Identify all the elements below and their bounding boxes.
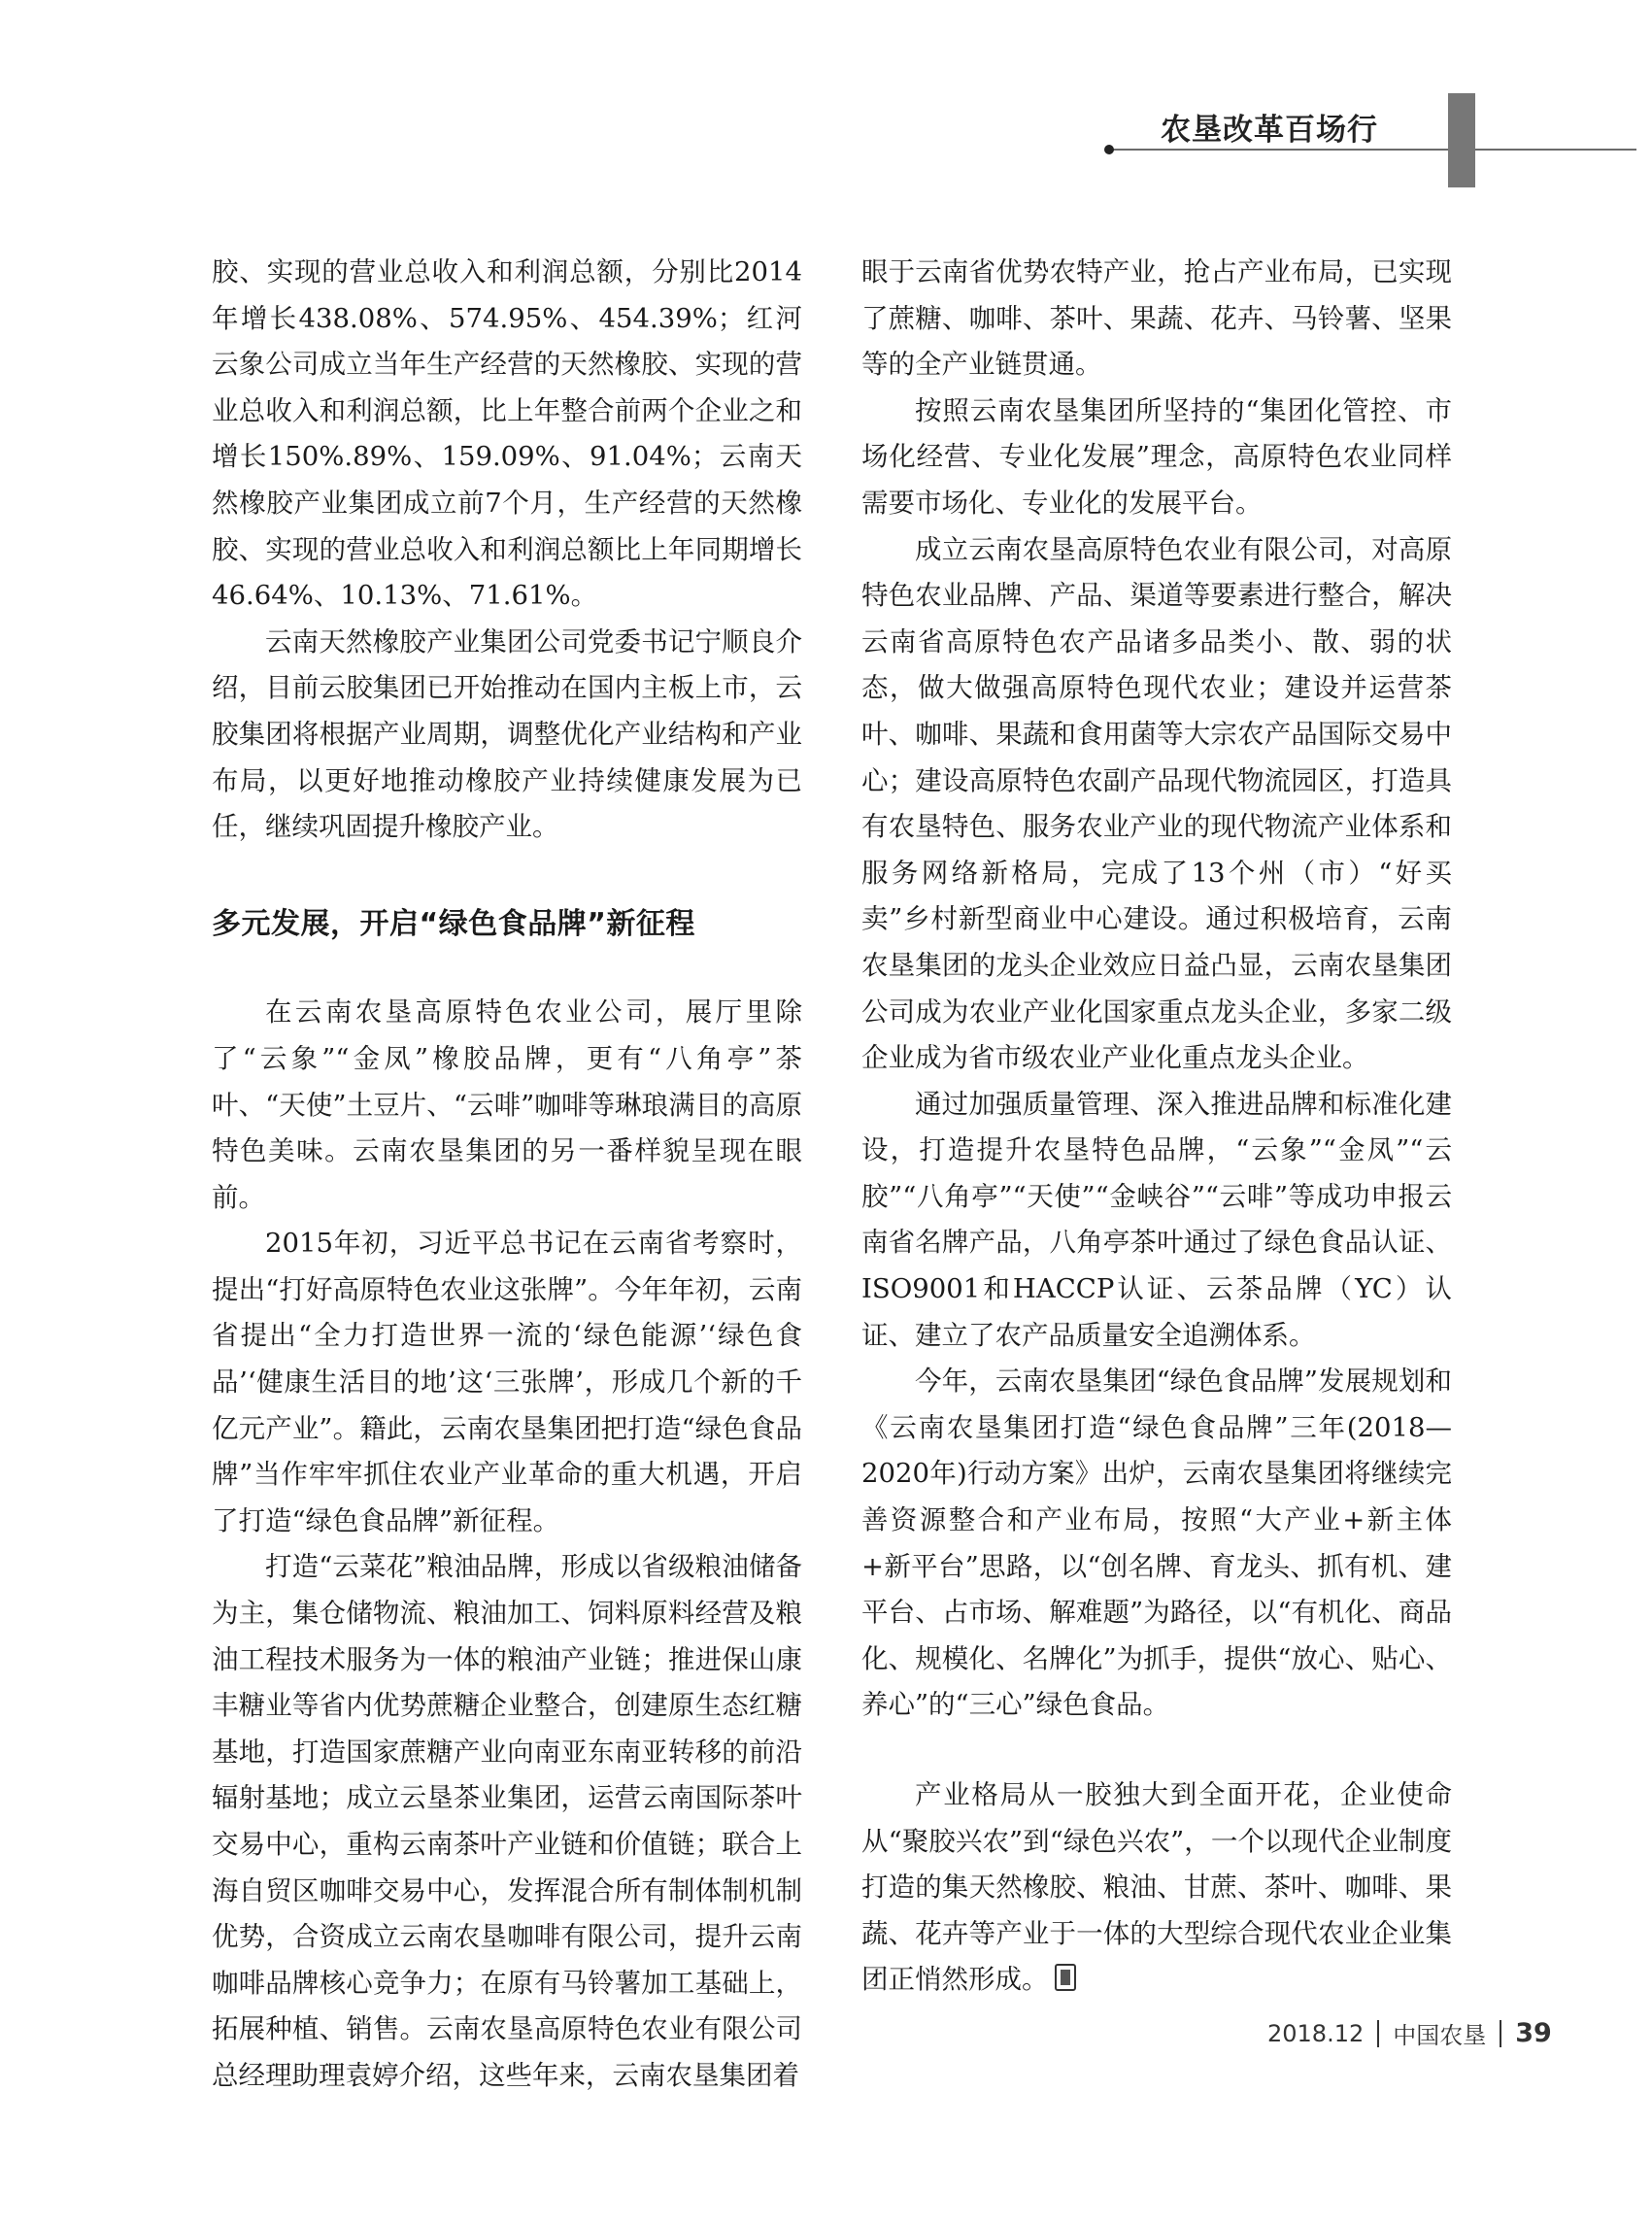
header-rule — [1107, 149, 1636, 151]
paragraph: 按照云南农垦集团所坚持的“集团化管控、市场化经营、专业化发展”理念，高原特色农业同样需要市场化、专业化的发展平台。 — [861, 394, 1452, 519]
paragraph: 在云南农垦高原特色农业公司，展厅里除了“云象”“金凤”橡胶品牌，更有“八角亭”茶叶、“天使”土豆片、“云啡”咖啡等琳琅满目的高原特色美味。云南农垦集团的另一番样貌呈现在眼前。 — [212, 996, 802, 1213]
right-column — [861, 250, 1452, 2004]
paragraph-gap — [861, 1729, 1452, 1772]
paragraph: 今年，云南农垦集团“绿色食品牌”发展规划和《云南农垦集团打造“绿色食品牌”三年(2018—2020年)行动方案》出炉，云南农垦集团将继续完善资源整合和产业布局，按照“大产业+新主体+新平台”思路，以“创名牌、育龙头、抓有机、建平台、占市场、解难题”为路径，以“有机化、商品化、规模化、名牌化”为抓手，提供“放心、贴心、养心”的“三心”绿色食品。 — [861, 1366, 1452, 1721]
paragraph: 通过加强质量管理、深入推进品牌和标准化建设，打造提升农垦特色品牌，“云象”“金凤”“云胶”“八角亭”“天使”“金峡谷”“云啡”等成功申报云南省名牌产品，八角亭茶叶通过了绿色食品认证、ISO9001和HACCP认证、云茶品牌（YC）认证、建立了农产品质量安全追溯体系。 — [861, 1088, 1452, 1351]
header-tab-bar — [1448, 93, 1475, 187]
left-column — [212, 250, 802, 2100]
page-number: 39 — [1515, 2018, 1552, 2048]
header-bullet-dot — [1104, 145, 1114, 154]
footer-divider — [1500, 2020, 1501, 2047]
closing-text: 产业格局从一胶独大到全面开花，企业使命从“聚胶兴农”到“绿色兴农”，一个以现代企业制度打造的集天然橡胶、粮油、甘蔗、茶叶、咖啡、果蔬、花卉等产业于一体的大型综合现代农业企业集团正悄然形成。 — [861, 1779, 1452, 1996]
article-end-icon — [1055, 1964, 1076, 1991]
paragraph: 云南天然橡胶产业集团公司党委书记宁顺良介绍，目前云胶集团已开始推动在国内主板上市，云胶集团将根据产业周期，调整优化产业结构和产业布局，以更好地推动橡胶产业持续健康发展为已任，继续巩固提升橡胶产业。 — [212, 625, 802, 843]
paragraph: 眼于云南省优势农特产业，抢占产业布局，已实现了蔗糖、咖啡、茶叶、果蔬、花卉、马铃薯、坚果等的全产业链贯通。 — [861, 256, 1452, 381]
section-heading: 多元发展，开启“绿色食品牌”新征程 — [212, 906, 695, 941]
closing-paragraph — [861, 1772, 1452, 2004]
issue-date: 2018.12 — [1267, 2019, 1365, 2047]
magazine-name: 中国农垦 — [1393, 2022, 1487, 2049]
paragraph: 2015年初，习近平总书记在云南省考察时，提出“打好高原特色农业这张牌”。今年年初，云南省提出“全力打造世界一流的‘绿色能源’‘绿色食品’‘健康生活目的地’这‘三张牌’，形成几个新的千亿元产业”。籍此，云南农垦集团把打造“绿色食品牌”当作牢牢抓住农业产业革命的重大机遇，开启了打造“绿色食品牌”新征程。 — [212, 1228, 802, 1536]
footer-divider — [1377, 2020, 1379, 2047]
paragraph: 胶、实现的营业总收入和利润总额，分别比2014年增长438.08%、574.95%、454.39%；红河云象公司成立当年生产经营的天然橡胶、实现的营业总收入和利润总额，比上年整合前两个企业之和增长150%.89%、159.09%、91.04%；云南天然橡胶产业集团成立前7个月，生产经营的天然橡胶、实现的营业总收入和利润总额比上年同期增长46.64%、10.13%、71.61%。 — [212, 256, 802, 612]
section-title: 农垦改革百场行 — [1161, 113, 1378, 148]
paragraph: 成立云南农垦高原特色农业有限公司，对高原特色农业品牌、产品、渠道等要素进行整合，解决云南省高原特色农产品诸多品类小、散、弱的状态，做大做强高原特色现代农业；建设并运营茶叶、咖啡、果蔬和食用菌等大宗农产品国际交易中心；建设高原特色农副产品现代物流园区，打造具有农垦特色、服务农业产业的现代物流产业体系和服务网络新格局，完成了13个州（市）“好买卖”乡村新型商业中心建设。通过积极培育，云南农垦集团的龙头企业效应日益凸显，云南农垦集团公司成为农业产业化国家重点龙头企业，多家二级企业成为省市级农业产业化重点龙头企业。 — [861, 533, 1452, 1074]
page-footer — [1267, 2016, 1552, 2050]
paragraph: 打造“云菜花”粮油品牌，形成以省级粮油储备为主，集仓储物流、粮油加工、饲料原料经营及粮油工程技术服务为一体的粮油产业链；推进保山康丰糖业等省内优势蔗糖企业整合，创建原生态红糖基地，打造国家蔗糖产业向南亚东南亚转移的前沿辐射基地；成立云垦茶业集团，运营云南国际茶叶交易中心，重构云南茶叶产业链和价值链；联合上海自贸区咖啡交易中心，发挥混合所有制体制机制优势，合资成立云南农垦咖啡有限公司，提升云南咖啡品牌核心竞争力；在原有马铃薯加工基础上，拓展种植、销售。云南农垦高原特色农业有限公司总经理助理袁婷介绍，这些年来，云南农垦集团着 — [212, 1551, 802, 2091]
